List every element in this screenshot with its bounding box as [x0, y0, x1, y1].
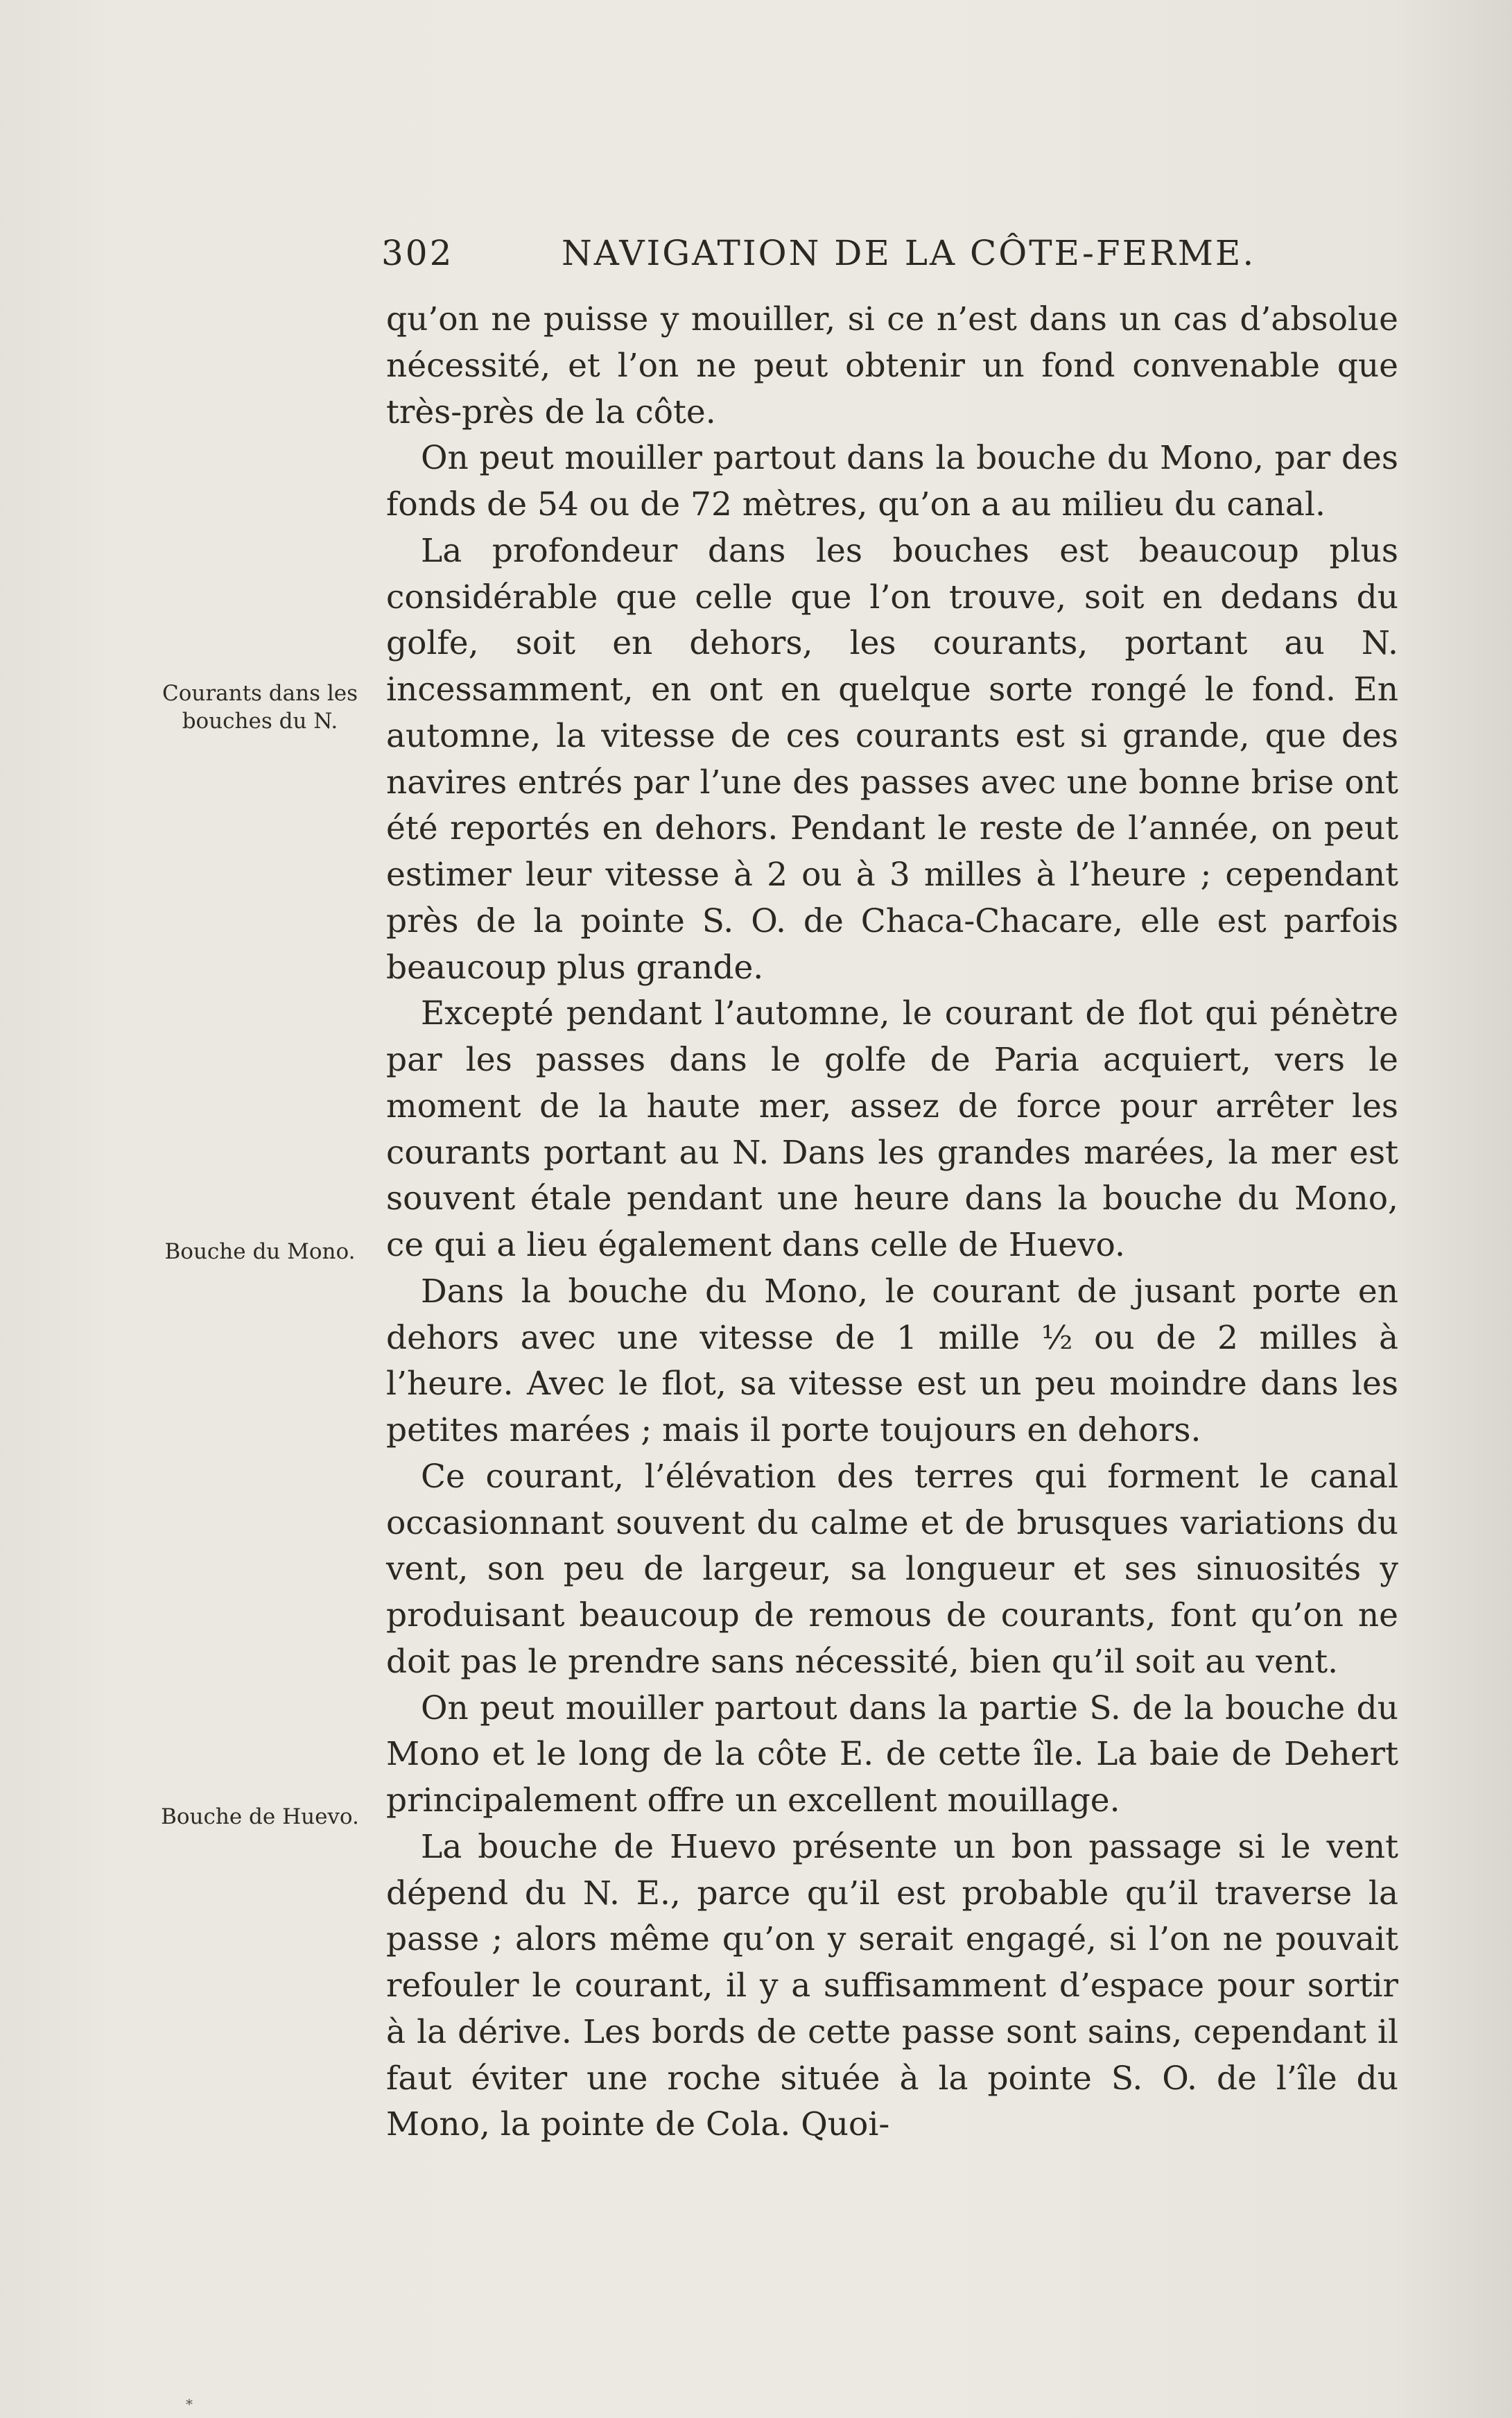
margin-note-bouche-huevo: Bouche de Huevo.	[161, 1804, 359, 1829]
margin-note-bouche-mono: Bouche du Mono.	[164, 1239, 356, 1264]
paragraph: La bouche de Huevo présente un bon passage si le vent dépend du N. E., parce qu’il est probable qu’il traverse la passe ; alors même qu’on y serait engagé, si l’on ne pouvait refouler le courant, il y a suffisamment d’espace pour sortir à la dérive. Les bords de cette passe sont sains, cependant il faut éviter une roche située à la pointe S. O. de l’île du Mono, la pointe de Cola. Quoi-	[386, 1827, 1398, 2144]
footer-mark: *	[186, 2396, 193, 2412]
page-number: 302	[381, 233, 454, 273]
paragraph: La profondeur dans les bouches est beaucoup plus considérable que celle que l’on trouve, soit en dedans du golfe, soit en dehors, les courants, portant au N. incessamment, en ont en quelque sorte rongé le fond. En automne, la vitesse de ces courants est si grande, que des navires entrés par l’une des passes avec une bonne brise ont été reportés en dehors. Pendant le reste de l’année, on peut estimer leur vitesse à 2 ou à 3 milles à l’heure ; cependant près de la pointe S. O. de Chaca-Chacare, elle est parfois beaucoup plus grande.	[386, 531, 1398, 987]
running-title: NAVIGATION DE LA CÔTE-FERME.	[562, 233, 1256, 273]
body-text	[386, 297, 1398, 2148]
paragraph: Excepté pendant l’automne, le courant de flot qui pénètre par les passes dans le golfe de Paria acquiert, vers le moment de la haute mer, assez de force pour arrêter les courants portant au N. Dans les grandes marées, la mer est souvent étale pendant une heure dans la bouche du Mono, ce qui a lieu également dans celle de Huevo.	[386, 994, 1398, 1264]
paragraph: qu’on ne puisse y mouiller, si ce n’est dans un cas d’absolue nécessité, et l’on ne peut obtenir un fond convenable que très-près de la côte.	[386, 300, 1398, 431]
page-header	[381, 229, 1387, 277]
paragraph: On peut mouiller partout dans la partie S. de la bouche du Mono et le long de la côte E. de cette île. La baie de Dehert principalement offre un excellent mouillage.	[386, 1689, 1398, 1820]
paragraph: Ce courant, l’élévation des terres qui forment le canal occasionnant souvent du calme et de brusques variations du vent, son peu de largeur, sa longueur et ses sinuosités y produisant beaucoup de remous de courants, font qu’on ne doit pas le prendre sans nécessité, bien qu’il soit au vent.	[386, 1457, 1398, 1681]
paragraph: On peut mouiller partout dans la bouche du Mono, par des fonds de 54 ou de 72 mètres, qu’on a au milieu du canal.	[386, 439, 1398, 524]
paragraph: Dans la bouche du Mono, le courant de jusant porte en dehors avec une vitesse de 1 mille ½ ou de 2 milles à l’heure. Avec le flot, sa vitesse est un peu moindre dans les petites marées ; mais il porte toujours en dehors.	[386, 1272, 1398, 1449]
margin-note-courants: Courants dans les bouches du N.	[162, 681, 358, 734]
